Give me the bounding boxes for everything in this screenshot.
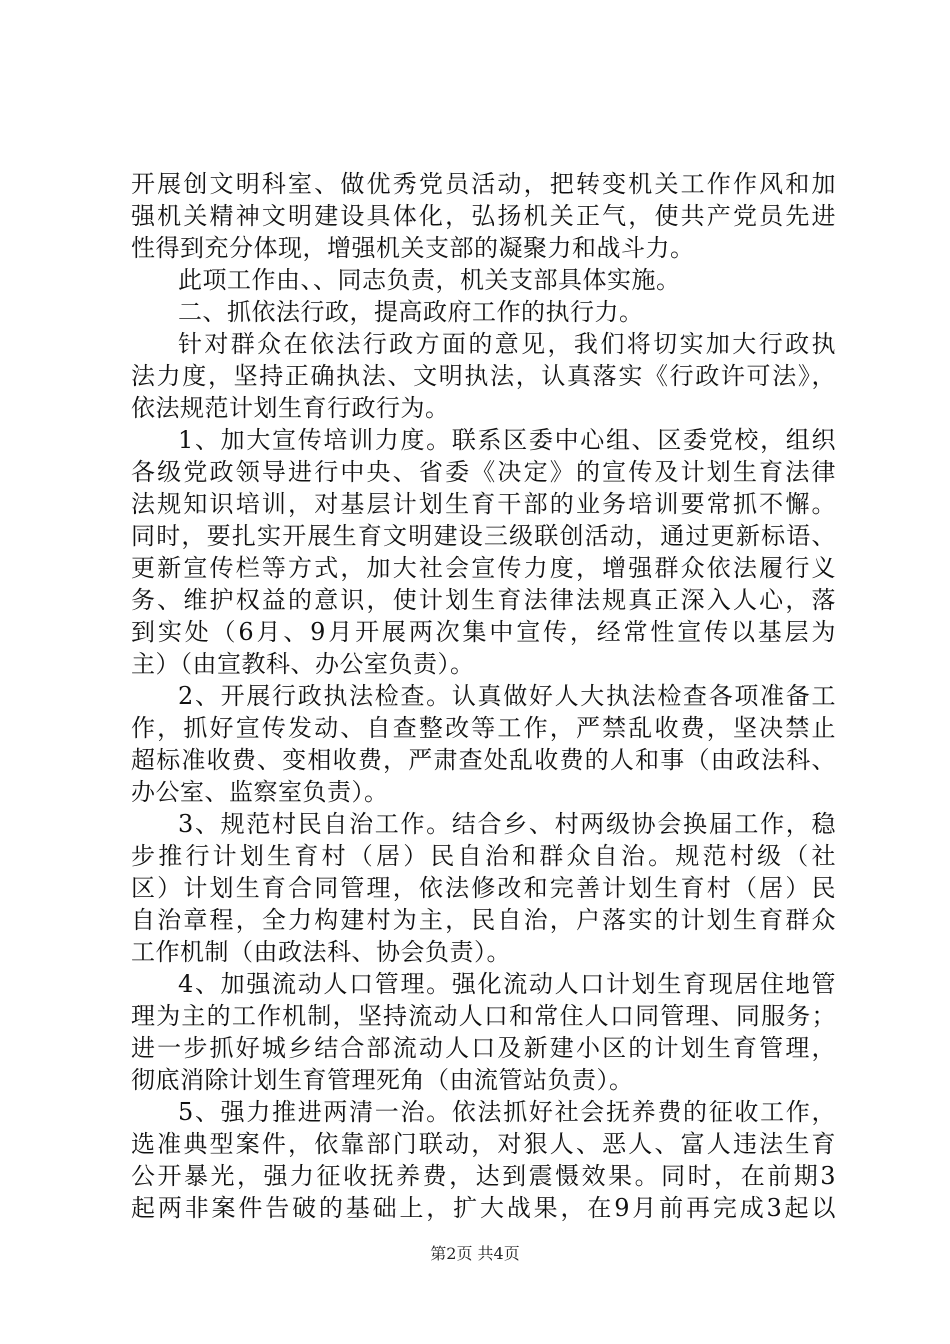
text-line: 起两非案件告破的基础上，扩大战果，在9月前再完成3起以 (131, 1194, 836, 1222)
text-line: 彻底消除计划生育管理死角（由流管站负责）。 (131, 1066, 634, 1094)
text-line: 依法规范计划生育行政行为。 (131, 394, 450, 422)
text-line: 1、加大宣传培训力度。联系区委中心组、区委党校，组织 (178, 426, 836, 454)
text-line: 同时，要扎实开展生育文明建设三级联创活动，通过更新标语、 (131, 522, 836, 550)
text-line: 此项工作由、、同志负责，机关支部具体实施。 (178, 266, 681, 294)
text-line: 法力度，坚持正确执法、文明执法，认真落实《行政许可法》， (131, 362, 836, 390)
text-line: 自治章程，全力构建村为主，民自治，户落实的计划生育群众 (131, 906, 836, 934)
text-line: 选准典型案件，依靠部门联动，对狠人、恶人、富人违法生育 (131, 1130, 836, 1158)
text-line: 性得到充分体现，增强机关支部的凝聚力和战斗力。 (131, 234, 695, 262)
text-line: 到实处（6月、9月开展两次集中宣传，经常性宣传以基层为 (131, 618, 836, 646)
text-line: 务、维护权益的意识，使计划生育法律法规真正深入人心，落 (131, 586, 836, 614)
text-line: 更新宣传栏等方式，加大社会宣传力度，增强群众依法履行义 (131, 554, 836, 582)
text-line: 法规知识培训，对基层计划生育干部的业务培训要常抓不懈。 (131, 490, 836, 518)
text-line: 4、加强流动人口管理。强化流动人口计划生育现居住地管 (178, 970, 836, 998)
text-line: 2、开展行政执法检查。认真做好人大执法检查各项准备工 (178, 682, 836, 710)
text-line: 作，抓好宣传发动、自查整改等工作，严禁乱收费，坚决禁止 (131, 714, 836, 742)
text-line: 超标准收费、变相收费，严肃查处乱收费的人和事（由政法科、 (131, 746, 836, 774)
text-line: 进一步抓好城乡结合部流动人口及新建小区的计划生育管理， (131, 1034, 836, 1062)
text-line: 主）（由宣教科、办公室负责）。 (131, 650, 475, 678)
text-line: 步推行计划生育村（居）民自治和群众自治。规范村级（社 (131, 842, 836, 870)
text-line: 区）计划生育合同管理，依法修改和完善计划生育村（居）民 (131, 874, 836, 902)
text-line: 强机关精神文明建设具体化，弘扬机关正气，使共产党员先进 (131, 202, 836, 230)
text-line: 办公室、监察室负责）。 (131, 778, 389, 806)
text-line: 各级党政领导进行中央、省委《决定》的宣传及计划生育法律 (131, 458, 836, 486)
text-line: 5、强力推进两清一治。依法抓好社会抚养费的征收工作， (178, 1098, 836, 1126)
body-text (131, 168, 836, 1224)
text-line: 开展创文明科室、做优秀党员活动，把转变机关工作作风和加 (131, 170, 836, 198)
text-line: 公开暴光，强力征收抚养费，达到震慑效果。同时，在前期3 (131, 1162, 836, 1190)
section-heading: 二、抓依法行政，提高政府工作的执行力。 (178, 298, 644, 326)
text-line: 工作机制（由政法科、协会负责）。 (131, 938, 511, 966)
text-line: 3、规范村民自治工作。结合乡、村两级协会换届工作，稳 (178, 810, 836, 838)
text-line: 针对群众在依法行政方面的意见，我们将切实加大行政执 (178, 330, 836, 358)
text-line: 理为主的工作机制，坚持流动人口和常住人口同管理、同服务； (131, 1002, 836, 1030)
page-number-footer: 第2页 共4页 (430, 1244, 520, 1263)
